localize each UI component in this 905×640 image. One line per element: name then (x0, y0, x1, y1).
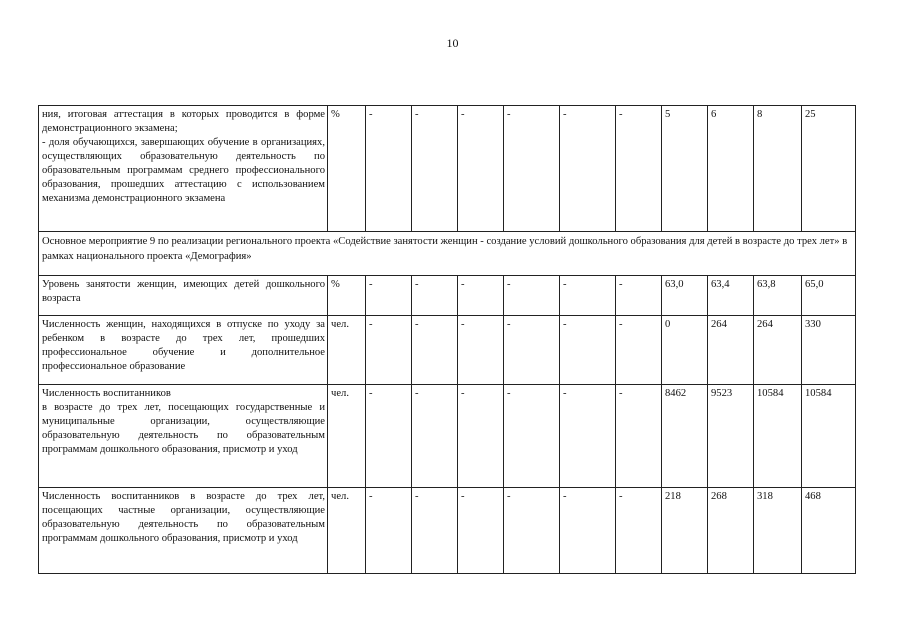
value-cell: 264 (754, 316, 802, 385)
indicator-text: Численность воспитанников в возрасте до трех лет, посещающих частные организации, осуществляющие образовательную деятельность по образовательным программам дошкольного образования, присмотр и уход (39, 488, 328, 574)
value-cell: - (412, 106, 458, 232)
value-cell: - (560, 316, 616, 385)
value-cell: 6 (708, 106, 754, 232)
value-cell: - (504, 316, 560, 385)
indicator-text: Уровень занятости женщин, имеющих детей дошкольного возраста (39, 276, 328, 316)
value-cell: - (458, 488, 504, 574)
value-cell: - (366, 276, 412, 316)
value-cell: 63,8 (754, 276, 802, 316)
value-cell: - (504, 488, 560, 574)
indicator-text: Численность воспитанников в возрасте до трех лет, посещающих государственные и муниципальные организации, осуществляющие образовательную деятельность по образовательным программам дошкольного образования, присмотр и уход (39, 385, 328, 488)
value-cell: - (412, 488, 458, 574)
value-cell: 218 (662, 488, 708, 574)
value-cell: - (458, 385, 504, 488)
value-cell: - (560, 385, 616, 488)
value-cell: - (366, 316, 412, 385)
value-cell: 268 (708, 488, 754, 574)
table-row (39, 106, 856, 232)
value-cell: 65,0 (802, 276, 856, 316)
value-cell: - (412, 385, 458, 488)
value-cell: - (504, 385, 560, 488)
value-cell: 10584 (754, 385, 802, 488)
value-cell: - (366, 106, 412, 232)
value-cell: 0 (662, 316, 708, 385)
value-cell: 9523 (708, 385, 754, 488)
table-row (39, 385, 856, 488)
value-cell: - (458, 106, 504, 232)
table-row (39, 276, 856, 316)
indicator-text: Численность женщин, находящихся в отпуске по уходу за ребенком в возрасте до трех лет, прошедших профессиональное обучение и дополнительное профессиональное образование (39, 316, 328, 385)
value-cell: 318 (754, 488, 802, 574)
value-cell: - (616, 385, 662, 488)
value-cell: 10584 (802, 385, 856, 488)
page-number: 10 (446, 36, 459, 50)
value-cell: - (504, 276, 560, 316)
value-cell: - (616, 106, 662, 232)
value-cell: - (560, 488, 616, 574)
section-row (39, 232, 856, 276)
value-cell: 8462 (662, 385, 708, 488)
value-cell: 8 (754, 106, 802, 232)
value-cell: 25 (802, 106, 856, 232)
value-cell: - (366, 488, 412, 574)
value-cell: - (458, 316, 504, 385)
unit-cell: чел. (328, 316, 366, 385)
value-cell: - (560, 106, 616, 232)
table-row (39, 488, 856, 574)
unit-cell: % (328, 106, 366, 232)
value-cell: - (616, 276, 662, 316)
section-heading: Основное мероприятие 9 по реализации регионального проекта «Содействие занятости женщин - создание условий дошкольного образования для детей в возрасте до трех лет» в рамках национального проекта «Демография» (39, 232, 856, 276)
value-cell: 468 (802, 488, 856, 574)
indicators-table (38, 105, 856, 574)
value-cell: - (366, 385, 412, 488)
table-row (39, 316, 856, 385)
value-cell: 63,0 (662, 276, 708, 316)
value-cell: - (412, 276, 458, 316)
indicator-text: ния, итоговая аттестация в которых проводится в форме демонстрационного экзамена; - доля обучающихся, завершающих обучение в организациях, осуществляющих образовательную деятельность по образовательным программам среднего профессионального образования, прошедших аттестацию с использованием механизма демонстрационного экзамена (39, 106, 328, 232)
value-cell: 330 (802, 316, 856, 385)
value-cell: - (616, 488, 662, 574)
value-cell: 264 (708, 316, 754, 385)
unit-cell: % (328, 276, 366, 316)
value-cell: 63,4 (708, 276, 754, 316)
value-cell: - (412, 316, 458, 385)
value-cell: - (616, 316, 662, 385)
unit-cell: чел. (328, 488, 366, 574)
value-cell: 5 (662, 106, 708, 232)
value-cell: - (504, 106, 560, 232)
value-cell: - (560, 276, 616, 316)
unit-cell: чел. (328, 385, 366, 488)
value-cell: - (458, 276, 504, 316)
